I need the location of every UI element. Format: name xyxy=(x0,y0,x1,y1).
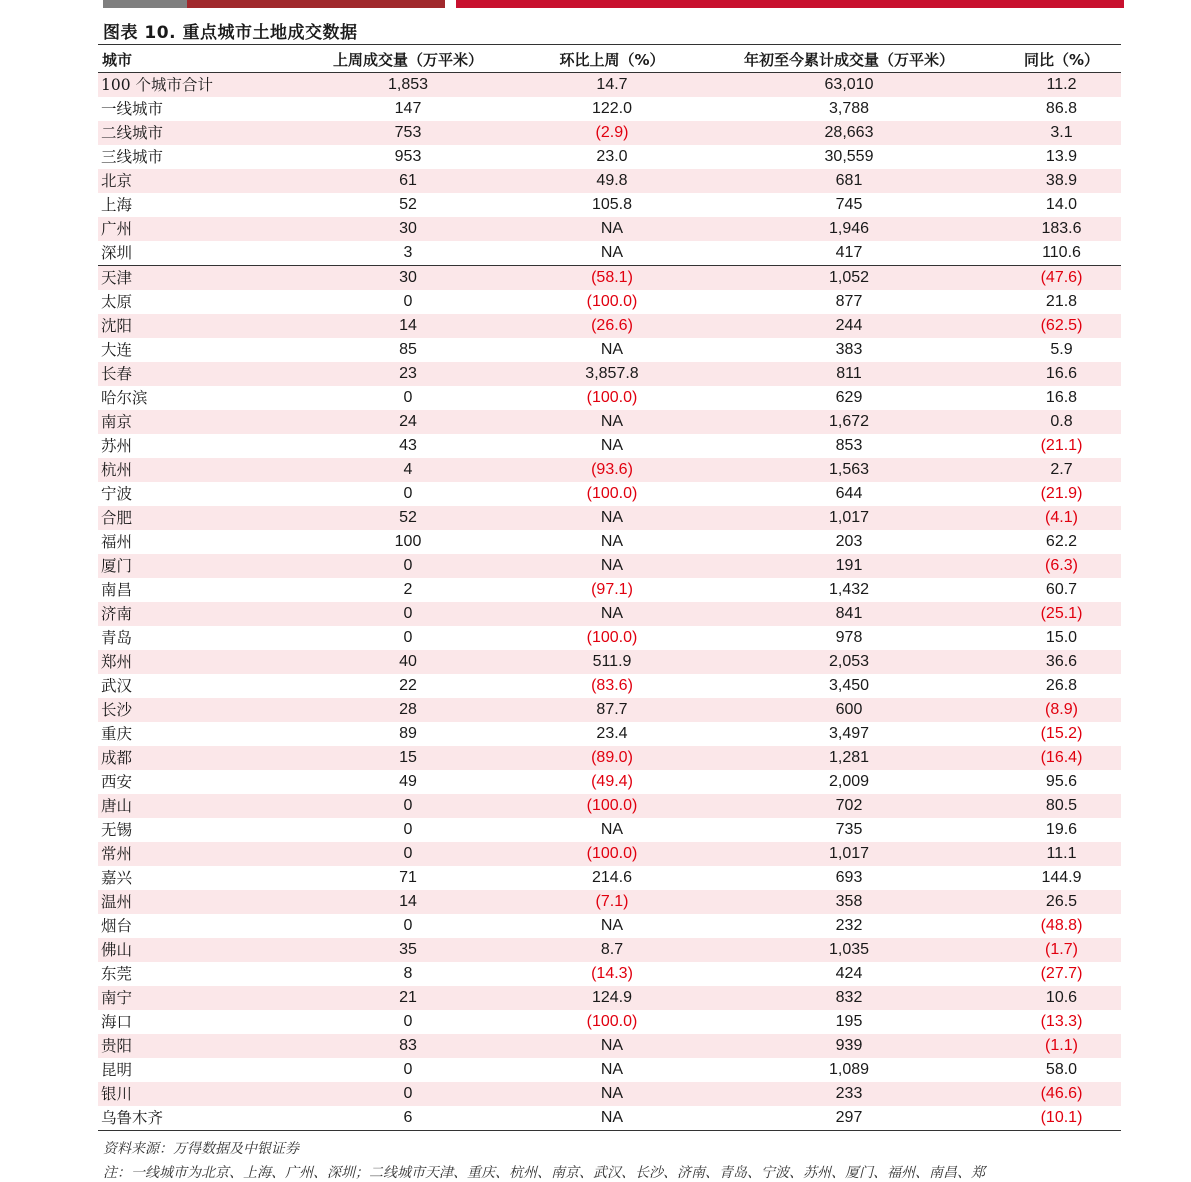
cell-city: 重庆 xyxy=(98,722,288,746)
cell-city: 大连 xyxy=(98,338,288,362)
cell-city: 唐山 xyxy=(98,794,288,818)
cell-last-week-volume: 0 xyxy=(288,626,528,650)
cell-last-week-volume: 52 xyxy=(288,193,528,217)
cell-yoy-change: 15.0 xyxy=(1002,626,1121,650)
cell-city: 青岛 xyxy=(98,626,288,650)
cell-yoy-change: 26.5 xyxy=(1002,890,1121,914)
cell-wow-change: (58.1) xyxy=(528,266,696,291)
cell-wow-change: NA xyxy=(528,434,696,458)
table-row xyxy=(98,746,1121,770)
cell-city: 贵阳 xyxy=(98,1034,288,1058)
cell-ytd-volume: 853 xyxy=(696,434,1002,458)
cell-yoy-change: 0.8 xyxy=(1002,410,1121,434)
title-rule xyxy=(98,44,1121,45)
cell-ytd-volume: 745 xyxy=(696,193,1002,217)
cell-city: 东莞 xyxy=(98,962,288,986)
cell-wow-change: 214.6 xyxy=(528,866,696,890)
table-row xyxy=(98,914,1121,938)
table-row xyxy=(98,530,1121,554)
table-row xyxy=(98,818,1121,842)
cell-city: 南京 xyxy=(98,410,288,434)
cell-ytd-volume: 1,035 xyxy=(696,938,1002,962)
cell-yoy-change: (1.7) xyxy=(1002,938,1121,962)
cell-yoy-change: 144.9 xyxy=(1002,866,1121,890)
cell-city: 济南 xyxy=(98,602,288,626)
cell-ytd-volume: 3,497 xyxy=(696,722,1002,746)
table-row xyxy=(98,794,1121,818)
cell-ytd-volume: 1,052 xyxy=(696,266,1002,291)
table-row xyxy=(98,1010,1121,1034)
cell-last-week-volume: 0 xyxy=(288,794,528,818)
source-note: 资料来源：万得数据及中银证券 xyxy=(103,1141,299,1157)
cell-ytd-volume: 978 xyxy=(696,626,1002,650)
table-row xyxy=(98,578,1121,602)
cell-last-week-volume: 0 xyxy=(288,1082,528,1106)
cell-yoy-change: (16.4) xyxy=(1002,746,1121,770)
cell-yoy-change: 14.0 xyxy=(1002,193,1121,217)
cell-wow-change: 23.4 xyxy=(528,722,696,746)
cell-city: 南昌 xyxy=(98,578,288,602)
cell-yoy-change: (46.6) xyxy=(1002,1082,1121,1106)
cell-wow-change: 49.8 xyxy=(528,169,696,193)
cell-ytd-volume: 63,010 xyxy=(696,73,1002,98)
cell-city: 哈尔滨 xyxy=(98,386,288,410)
cell-ytd-volume: 358 xyxy=(696,890,1002,914)
cell-wow-change: NA xyxy=(528,410,696,434)
cell-city: 长沙 xyxy=(98,698,288,722)
cell-wow-change: (100.0) xyxy=(528,1010,696,1034)
cell-wow-change: NA xyxy=(528,914,696,938)
cell-city: 成都 xyxy=(98,746,288,770)
table-row xyxy=(98,650,1121,674)
cell-last-week-volume: 953 xyxy=(288,145,528,169)
header-color-bar xyxy=(0,0,1191,8)
cell-last-week-volume: 0 xyxy=(288,818,528,842)
cell-last-week-volume: 71 xyxy=(288,866,528,890)
cell-last-week-volume: 0 xyxy=(288,914,528,938)
cell-yoy-change: (48.8) xyxy=(1002,914,1121,938)
cell-city: 深圳 xyxy=(98,241,288,266)
cell-ytd-volume: 1,563 xyxy=(696,458,1002,482)
cell-last-week-volume: 3 xyxy=(288,241,528,266)
table-row xyxy=(98,290,1121,314)
cell-ytd-volume: 629 xyxy=(696,386,1002,410)
cell-last-week-volume: 0 xyxy=(288,482,528,506)
cell-wow-change: (89.0) xyxy=(528,746,696,770)
cell-ytd-volume: 702 xyxy=(696,794,1002,818)
cell-last-week-volume: 14 xyxy=(288,314,528,338)
table-row xyxy=(98,1082,1121,1106)
cell-wow-change: 8.7 xyxy=(528,938,696,962)
table-row xyxy=(98,1034,1121,1058)
cell-ytd-volume: 3,450 xyxy=(696,674,1002,698)
cell-last-week-volume: 0 xyxy=(288,842,528,866)
cell-wow-change: NA xyxy=(528,506,696,530)
cell-ytd-volume: 877 xyxy=(696,290,1002,314)
cell-wow-change: (100.0) xyxy=(528,794,696,818)
table-row xyxy=(98,169,1121,193)
cell-wow-change: NA xyxy=(528,241,696,266)
table-row xyxy=(98,770,1121,794)
table-row xyxy=(98,626,1121,650)
cell-wow-change: (100.0) xyxy=(528,386,696,410)
cell-last-week-volume: 30 xyxy=(288,217,528,241)
table-row xyxy=(98,145,1121,169)
cell-ytd-volume: 383 xyxy=(696,338,1002,362)
table-row xyxy=(98,121,1121,145)
cell-last-week-volume: 89 xyxy=(288,722,528,746)
table-row xyxy=(98,386,1121,410)
cell-city: 长春 xyxy=(98,362,288,386)
land-transaction-table xyxy=(98,48,1121,1131)
cell-wow-change: (7.1) xyxy=(528,890,696,914)
cell-last-week-volume: 4 xyxy=(288,458,528,482)
header-yoy-change: 同比（%） xyxy=(1002,48,1121,73)
cell-ytd-volume: 693 xyxy=(696,866,1002,890)
cell-ytd-volume: 939 xyxy=(696,1034,1002,1058)
table-row xyxy=(98,266,1121,291)
cell-yoy-change: 10.6 xyxy=(1002,986,1121,1010)
cell-city: 宁波 xyxy=(98,482,288,506)
cell-ytd-volume: 2,053 xyxy=(696,650,1002,674)
cell-ytd-volume: 232 xyxy=(696,914,1002,938)
table-row xyxy=(98,458,1121,482)
cell-ytd-volume: 1,432 xyxy=(696,578,1002,602)
table-row xyxy=(98,938,1121,962)
header-bar-red-segment xyxy=(456,0,1124,8)
cell-city: 乌鲁木齐 xyxy=(98,1106,288,1131)
table-row xyxy=(98,1106,1121,1131)
cell-wow-change: (97.1) xyxy=(528,578,696,602)
cell-city: 三线城市 xyxy=(98,145,288,169)
cell-yoy-change: (27.7) xyxy=(1002,962,1121,986)
cell-last-week-volume: 61 xyxy=(288,169,528,193)
cell-last-week-volume: 23 xyxy=(288,362,528,386)
cell-last-week-volume: 0 xyxy=(288,1058,528,1082)
header-wow-change: 环比上周（%） xyxy=(528,48,696,73)
cell-city: 二线城市 xyxy=(98,121,288,145)
cell-last-week-volume: 43 xyxy=(288,434,528,458)
cell-yoy-change: 38.9 xyxy=(1002,169,1121,193)
cell-yoy-change: 36.6 xyxy=(1002,650,1121,674)
cell-last-week-volume: 0 xyxy=(288,1010,528,1034)
cell-ytd-volume: 1,281 xyxy=(696,746,1002,770)
table-row xyxy=(98,434,1121,458)
cell-city: 上海 xyxy=(98,193,288,217)
cell-yoy-change: 16.8 xyxy=(1002,386,1121,410)
table-row xyxy=(98,962,1121,986)
cell-ytd-volume: 417 xyxy=(696,241,1002,266)
cell-wow-change: NA xyxy=(528,554,696,578)
cell-yoy-change: 26.8 xyxy=(1002,674,1121,698)
cell-city: 杭州 xyxy=(98,458,288,482)
cell-wow-change: (100.0) xyxy=(528,482,696,506)
cell-wow-change: (26.6) xyxy=(528,314,696,338)
cell-ytd-volume: 28,663 xyxy=(696,121,1002,145)
cell-last-week-volume: 35 xyxy=(288,938,528,962)
cell-city: 一线城市 xyxy=(98,97,288,121)
cell-city: 西安 xyxy=(98,770,288,794)
table-row xyxy=(98,722,1121,746)
header-bar-darkred-segment xyxy=(187,0,445,8)
cell-yoy-change: (10.1) xyxy=(1002,1106,1121,1131)
cell-yoy-change: (1.1) xyxy=(1002,1034,1121,1058)
cell-ytd-volume: 1,017 xyxy=(696,506,1002,530)
cell-ytd-volume: 1,017 xyxy=(696,842,1002,866)
cell-last-week-volume: 49 xyxy=(288,770,528,794)
cell-wow-change: 122.0 xyxy=(528,97,696,121)
cell-yoy-change: 58.0 xyxy=(1002,1058,1121,1082)
cell-yoy-change: (21.1) xyxy=(1002,434,1121,458)
cell-wow-change: NA xyxy=(528,530,696,554)
cell-yoy-change: 16.6 xyxy=(1002,362,1121,386)
header-ytd-volume: 年初至今累计成交量（万平米） xyxy=(696,48,1002,73)
table-row xyxy=(98,1058,1121,1082)
cell-city: 南宁 xyxy=(98,986,288,1010)
header-last-week-volume: 上周成交量（万平米） xyxy=(288,48,528,73)
table-row xyxy=(98,842,1121,866)
cell-wow-change: NA xyxy=(528,1082,696,1106)
cell-wow-change: (49.4) xyxy=(528,770,696,794)
cell-wow-change: 105.8 xyxy=(528,193,696,217)
cell-wow-change: (83.6) xyxy=(528,674,696,698)
cell-ytd-volume: 195 xyxy=(696,1010,1002,1034)
cell-yoy-change: (13.3) xyxy=(1002,1010,1121,1034)
cell-last-week-volume: 28 xyxy=(288,698,528,722)
cell-yoy-change: (4.1) xyxy=(1002,506,1121,530)
table-row xyxy=(98,890,1121,914)
cell-yoy-change: (15.2) xyxy=(1002,722,1121,746)
table-row xyxy=(98,362,1121,386)
cell-yoy-change: (21.9) xyxy=(1002,482,1121,506)
cell-last-week-volume: 0 xyxy=(288,602,528,626)
cell-last-week-volume: 100 xyxy=(288,530,528,554)
cell-ytd-volume: 297 xyxy=(696,1106,1002,1131)
cell-ytd-volume: 811 xyxy=(696,362,1002,386)
cell-ytd-volume: 1,089 xyxy=(696,1058,1002,1082)
cell-yoy-change: 86.8 xyxy=(1002,97,1121,121)
cell-wow-change: 14.7 xyxy=(528,73,696,98)
cell-city: 广州 xyxy=(98,217,288,241)
cell-ytd-volume: 1,672 xyxy=(696,410,1002,434)
cell-ytd-volume: 735 xyxy=(696,818,1002,842)
cell-city: 天津 xyxy=(98,266,288,291)
cell-last-week-volume: 2 xyxy=(288,578,528,602)
cell-last-week-volume: 24 xyxy=(288,410,528,434)
cell-wow-change: NA xyxy=(528,338,696,362)
cell-yoy-change: (25.1) xyxy=(1002,602,1121,626)
cell-last-week-volume: 0 xyxy=(288,554,528,578)
cell-yoy-change: 21.8 xyxy=(1002,290,1121,314)
cell-city: 福州 xyxy=(98,530,288,554)
cell-city: 常州 xyxy=(98,842,288,866)
cell-wow-change: (2.9) xyxy=(528,121,696,145)
table-row xyxy=(98,241,1121,266)
cell-city: 昆明 xyxy=(98,1058,288,1082)
cell-wow-change: 87.7 xyxy=(528,698,696,722)
cell-city: 温州 xyxy=(98,890,288,914)
cell-ytd-volume: 600 xyxy=(696,698,1002,722)
table-row xyxy=(98,314,1121,338)
cell-yoy-change: 62.2 xyxy=(1002,530,1121,554)
cell-yoy-change: 19.6 xyxy=(1002,818,1121,842)
cell-wow-change: NA xyxy=(528,1106,696,1131)
cell-city: 郑州 xyxy=(98,650,288,674)
cell-yoy-change: (62.5) xyxy=(1002,314,1121,338)
cell-yoy-change: (6.3) xyxy=(1002,554,1121,578)
cell-yoy-change: 80.5 xyxy=(1002,794,1121,818)
table-header-row xyxy=(98,48,1121,73)
cell-yoy-change: 95.6 xyxy=(1002,770,1121,794)
table-row xyxy=(98,482,1121,506)
table-row xyxy=(98,193,1121,217)
cell-yoy-change: 11.1 xyxy=(1002,842,1121,866)
cell-last-week-volume: 0 xyxy=(288,290,528,314)
table-row xyxy=(98,602,1121,626)
cell-last-week-volume: 83 xyxy=(288,1034,528,1058)
cell-last-week-volume: 30 xyxy=(288,266,528,291)
cell-wow-change: 124.9 xyxy=(528,986,696,1010)
cell-wow-change: (14.3) xyxy=(528,962,696,986)
cell-last-week-volume: 85 xyxy=(288,338,528,362)
cell-last-week-volume: 8 xyxy=(288,962,528,986)
cell-ytd-volume: 191 xyxy=(696,554,1002,578)
cell-wow-change: (100.0) xyxy=(528,290,696,314)
cell-yoy-change: (47.6) xyxy=(1002,266,1121,291)
header-bar-gray-segment xyxy=(103,0,187,8)
table-row xyxy=(98,986,1121,1010)
cell-city: 嘉兴 xyxy=(98,866,288,890)
cell-ytd-volume: 1,946 xyxy=(696,217,1002,241)
cell-city: 北京 xyxy=(98,169,288,193)
table-row xyxy=(98,338,1121,362)
cell-ytd-volume: 244 xyxy=(696,314,1002,338)
cell-wow-change: (100.0) xyxy=(528,842,696,866)
table-row xyxy=(98,217,1121,241)
cell-last-week-volume: 15 xyxy=(288,746,528,770)
cell-ytd-volume: 233 xyxy=(696,1082,1002,1106)
cell-ytd-volume: 2,009 xyxy=(696,770,1002,794)
table-row xyxy=(98,97,1121,121)
footnote: 注：一线城市为北京、上海、广州、深圳；二线城市天津、重庆、杭州、南京、武汉、长沙、济南、青岛、宁波、苏州、厦门、福州、南昌、郑 xyxy=(103,1165,985,1181)
cell-city: 佛山 xyxy=(98,938,288,962)
cell-wow-change: NA xyxy=(528,1058,696,1082)
table-row xyxy=(98,866,1121,890)
cell-wow-change: NA xyxy=(528,217,696,241)
cell-wow-change: 511.9 xyxy=(528,650,696,674)
table-row xyxy=(98,698,1121,722)
cell-ytd-volume: 30,559 xyxy=(696,145,1002,169)
cell-last-week-volume: 0 xyxy=(288,386,528,410)
cell-ytd-volume: 841 xyxy=(696,602,1002,626)
table-body xyxy=(98,73,1121,1131)
cell-city: 银川 xyxy=(98,1082,288,1106)
cell-ytd-volume: 644 xyxy=(696,482,1002,506)
cell-city: 海口 xyxy=(98,1010,288,1034)
cell-last-week-volume: 14 xyxy=(288,890,528,914)
cell-yoy-change: 13.9 xyxy=(1002,145,1121,169)
cell-city: 无锡 xyxy=(98,818,288,842)
cell-last-week-volume: 6 xyxy=(288,1106,528,1131)
cell-ytd-volume: 681 xyxy=(696,169,1002,193)
cell-ytd-volume: 203 xyxy=(696,530,1002,554)
cell-wow-change: 23.0 xyxy=(528,145,696,169)
cell-last-week-volume: 753 xyxy=(288,121,528,145)
table-row xyxy=(98,506,1121,530)
cell-city: 合肥 xyxy=(98,506,288,530)
cell-yoy-change: 2.7 xyxy=(1002,458,1121,482)
cell-city: 烟台 xyxy=(98,914,288,938)
figure-title: 图表 10. 重点城市土地成交数据 xyxy=(103,23,358,43)
cell-yoy-change: 60.7 xyxy=(1002,578,1121,602)
cell-wow-change: NA xyxy=(528,602,696,626)
table-row xyxy=(98,73,1121,98)
cell-ytd-volume: 3,788 xyxy=(696,97,1002,121)
cell-ytd-volume: 424 xyxy=(696,962,1002,986)
header-city: 城市 xyxy=(98,48,288,73)
table-row xyxy=(98,554,1121,578)
cell-city: 太原 xyxy=(98,290,288,314)
cell-last-week-volume: 52 xyxy=(288,506,528,530)
cell-wow-change: (100.0) xyxy=(528,626,696,650)
cell-city: 沈阳 xyxy=(98,314,288,338)
cell-city: 苏州 xyxy=(98,434,288,458)
cell-last-week-volume: 1,853 xyxy=(288,73,528,98)
table-row xyxy=(98,674,1121,698)
cell-yoy-change: 11.2 xyxy=(1002,73,1121,98)
cell-city: 武汉 xyxy=(98,674,288,698)
cell-yoy-change: 110.6 xyxy=(1002,241,1121,266)
cell-last-week-volume: 40 xyxy=(288,650,528,674)
cell-yoy-change: 183.6 xyxy=(1002,217,1121,241)
cell-city: 100 个城市合计 xyxy=(98,73,288,98)
cell-wow-change: 3,857.8 xyxy=(528,362,696,386)
cell-ytd-volume: 832 xyxy=(696,986,1002,1010)
cell-last-week-volume: 147 xyxy=(288,97,528,121)
cell-yoy-change: (8.9) xyxy=(1002,698,1121,722)
cell-yoy-change: 3.1 xyxy=(1002,121,1121,145)
cell-wow-change: NA xyxy=(528,1034,696,1058)
cell-city: 厦门 xyxy=(98,554,288,578)
cell-wow-change: (93.6) xyxy=(528,458,696,482)
cell-wow-change: NA xyxy=(528,818,696,842)
cell-yoy-change: 5.9 xyxy=(1002,338,1121,362)
cell-last-week-volume: 21 xyxy=(288,986,528,1010)
cell-last-week-volume: 22 xyxy=(288,674,528,698)
table-row xyxy=(98,410,1121,434)
